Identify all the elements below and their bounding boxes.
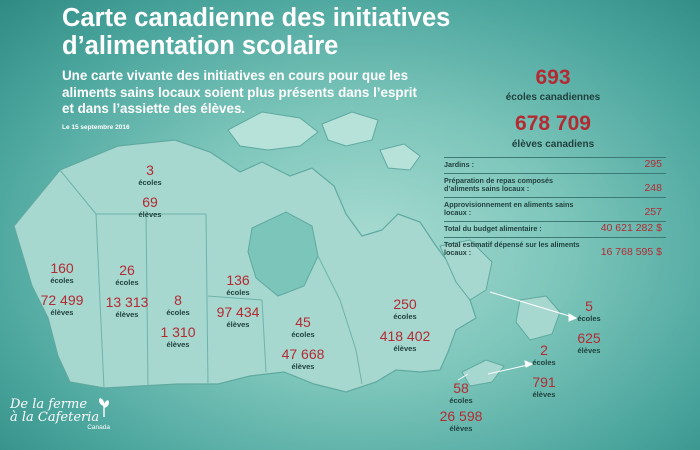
region-schools-value: 26 bbox=[119, 262, 135, 278]
region-students-label: élèves bbox=[115, 310, 139, 319]
stat-value: 248 bbox=[644, 181, 662, 194]
region-schools-label: écoles bbox=[393, 312, 417, 321]
region-ab bbox=[98, 262, 156, 320]
title-line1: Carte canadienne des initiatives bbox=[62, 4, 451, 32]
region-students-label: élèves bbox=[577, 346, 601, 355]
stat-label: Total du budget alimentaire : bbox=[444, 223, 542, 233]
region-on bbox=[272, 314, 334, 372]
region-mb bbox=[208, 272, 268, 330]
region-schools-value: 58 bbox=[453, 380, 469, 396]
date-label: Le 15 septembre 2016 bbox=[62, 124, 130, 131]
stat-row-jardins bbox=[444, 157, 666, 173]
stat-row-local-spend bbox=[444, 237, 666, 261]
region-ns bbox=[426, 380, 496, 434]
stat-row-budget bbox=[444, 221, 666, 237]
region-schools-label: écoles bbox=[291, 330, 315, 339]
region-students-label: élèves bbox=[532, 390, 556, 399]
region-schools-label: écoles bbox=[532, 358, 556, 367]
region-schools-value: 160 bbox=[50, 260, 74, 276]
region-students-value: 69 bbox=[142, 194, 158, 210]
region-qc bbox=[370, 296, 440, 354]
stat-label: Jardins : bbox=[444, 160, 474, 169]
region-students-value: 418 402 bbox=[379, 328, 431, 344]
region-students-label: élèves bbox=[50, 308, 74, 317]
region-schools-value: 3 bbox=[146, 162, 154, 178]
region-students-value: 791 bbox=[532, 374, 556, 390]
region-students-value: 72 499 bbox=[40, 292, 84, 308]
sprout-icon bbox=[96, 396, 112, 418]
stat-value: 257 bbox=[644, 205, 662, 218]
region-schools-label: écoles bbox=[166, 308, 190, 317]
region-students-value: 47 668 bbox=[281, 346, 325, 362]
region-schools-label: écoles bbox=[138, 178, 162, 187]
region-schools-label: écoles bbox=[577, 314, 601, 323]
region-schools-value: 5 bbox=[585, 298, 593, 314]
region-schools-label: écoles bbox=[50, 276, 74, 285]
stat-value: 295 bbox=[644, 157, 662, 170]
region-students-label: élèves bbox=[166, 340, 190, 349]
stat-value: 16 768 595 $ bbox=[600, 245, 662, 258]
stat-label: Préparation de repas composés d’aliments sains locaux : bbox=[444, 175, 554, 194]
region-students-label: élèves bbox=[226, 320, 250, 329]
stats-table bbox=[444, 157, 666, 261]
title-line2: d’alimentation scolaire bbox=[62, 32, 339, 60]
region-nl bbox=[570, 298, 608, 356]
logo-line3: Canada bbox=[87, 424, 110, 431]
total-schools-label: écoles canadiennes bbox=[505, 92, 601, 103]
region-north bbox=[130, 162, 170, 220]
region-pe bbox=[526, 342, 562, 400]
region-schools-value: 250 bbox=[393, 296, 417, 312]
page-title bbox=[62, 4, 582, 60]
region-schools-value: 136 bbox=[226, 272, 250, 288]
region-sk bbox=[152, 292, 204, 350]
region-schools-value: 45 bbox=[295, 314, 311, 330]
subtitle: Une carte vivante des initiatives en cours pour que les aliments sains locaux soient plus présents dans l’esprit et dans l’assiette des élèves. bbox=[62, 68, 417, 116]
stat-label: Total estimatif dépensé sur les aliments locaux : bbox=[444, 239, 580, 258]
region-schools-label: écoles bbox=[449, 396, 473, 405]
arctic-islands bbox=[228, 112, 420, 170]
region-students-value: 97 434 bbox=[216, 304, 260, 320]
region-students-label: élèves bbox=[138, 210, 162, 219]
logo-line1: De la ferme bbox=[10, 397, 88, 412]
stat-value: 40 621 282 $ bbox=[600, 221, 662, 234]
region-students-label: élèves bbox=[291, 362, 315, 371]
region-students-value: 26 598 bbox=[439, 408, 483, 424]
total-schools-value: 693 bbox=[535, 66, 571, 89]
stat-row-preparation bbox=[444, 173, 666, 197]
region-students-value: 1 310 bbox=[160, 324, 196, 340]
stat-row-approvisionnement bbox=[444, 197, 666, 221]
region-students-value: 625 bbox=[577, 330, 601, 346]
region-schools-value: 8 bbox=[174, 292, 182, 308]
region-schools-label: écoles bbox=[115, 278, 139, 287]
region-bc bbox=[32, 260, 92, 318]
logo-line2: à la Cafeteria bbox=[10, 410, 100, 425]
total-students-value: 678 709 bbox=[515, 112, 591, 135]
total-students-label: élèves canadiens bbox=[511, 139, 595, 150]
region-students-label: élèves bbox=[449, 424, 473, 433]
region-schools-label: écoles bbox=[226, 288, 250, 297]
farm-to-cafeteria-logo bbox=[10, 398, 110, 432]
region-schools-value: 2 bbox=[540, 342, 548, 358]
region-students-label: élèves bbox=[393, 344, 417, 353]
newfoundland-island bbox=[516, 296, 560, 340]
stat-label: Approvisionnement en aliments sains locaux : bbox=[444, 199, 574, 218]
region-students-value: 13 313 bbox=[105, 294, 149, 310]
